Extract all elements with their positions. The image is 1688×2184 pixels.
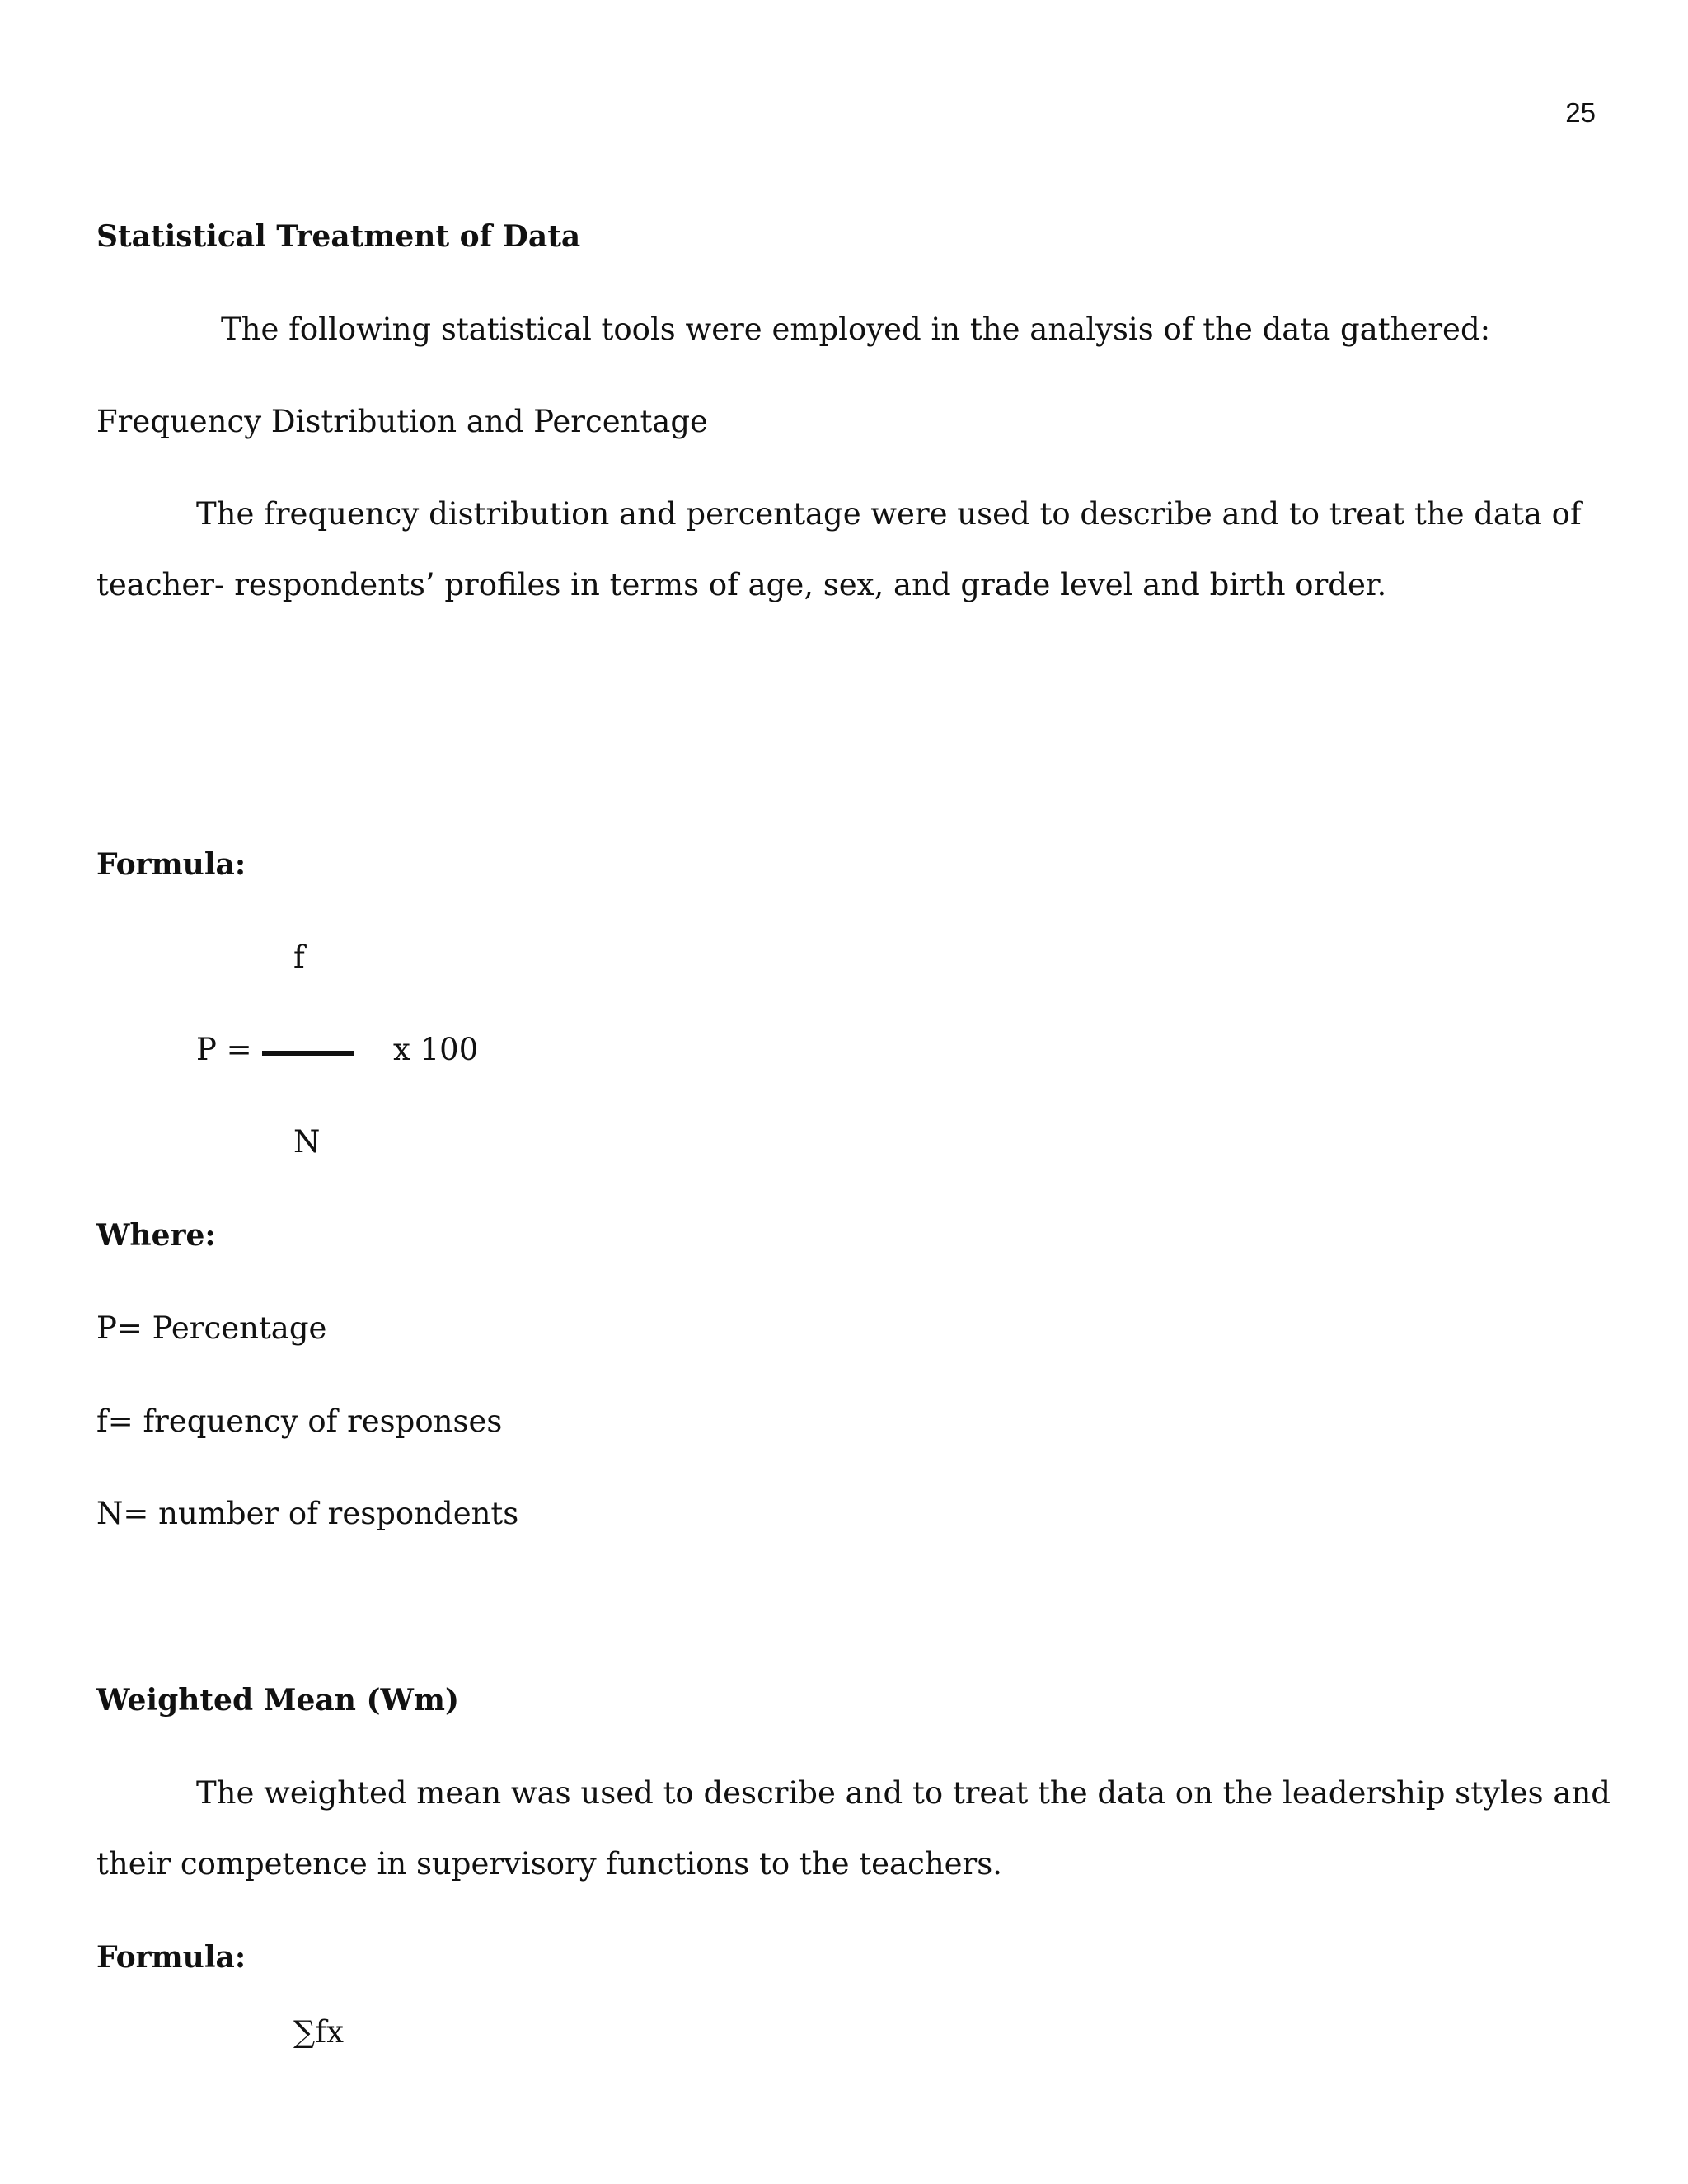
formula-denominator: N	[293, 1124, 321, 1160]
page-number: 25	[1565, 97, 1596, 128]
section-heading: Statistical Treatment of Data	[96, 219, 581, 254]
frequency-subheading: Frequency Distribution and Percentage	[96, 404, 708, 439]
frequency-paragraph-line2: teacher- respondents’ profiles in terms of age, sex, and grade level and birth order.	[96, 567, 1387, 602]
weighted-mean-formula-label: Formula:	[96, 1940, 246, 1975]
weighted-mean-numerator: ∑fx	[293, 2014, 344, 2050]
where-label: Where:	[96, 1218, 216, 1253]
formula-lhs: P =	[196, 1032, 252, 1067]
weighted-mean-paragraph-line1: The weighted mean was used to describe and to treat the data on the leadership styles and	[196, 1775, 1611, 1811]
weighted-mean-heading: Weighted Mean (Wm)	[96, 1683, 460, 1718]
intro-paragraph: The following statistical tools were employed in the analysis of the data gathered:	[221, 312, 1491, 347]
definition-frequency: f= frequency of responses	[96, 1404, 503, 1439]
definition-respondents: N= number of respondents	[96, 1496, 519, 1531]
frequency-paragraph-line1: The frequency distribution and percentage were used to describe and to treat the data of	[196, 496, 1582, 532]
formula-numerator: f	[293, 940, 305, 975]
fraction-bar	[262, 1051, 354, 1056]
formula-multiplier: x 100	[393, 1032, 479, 1067]
weighted-mean-paragraph-line2: their competence in supervisory functions to the teachers.	[96, 1846, 1002, 1882]
formula-label: Formula:	[96, 847, 246, 882]
definition-percentage: P= Percentage	[96, 1310, 327, 1346]
